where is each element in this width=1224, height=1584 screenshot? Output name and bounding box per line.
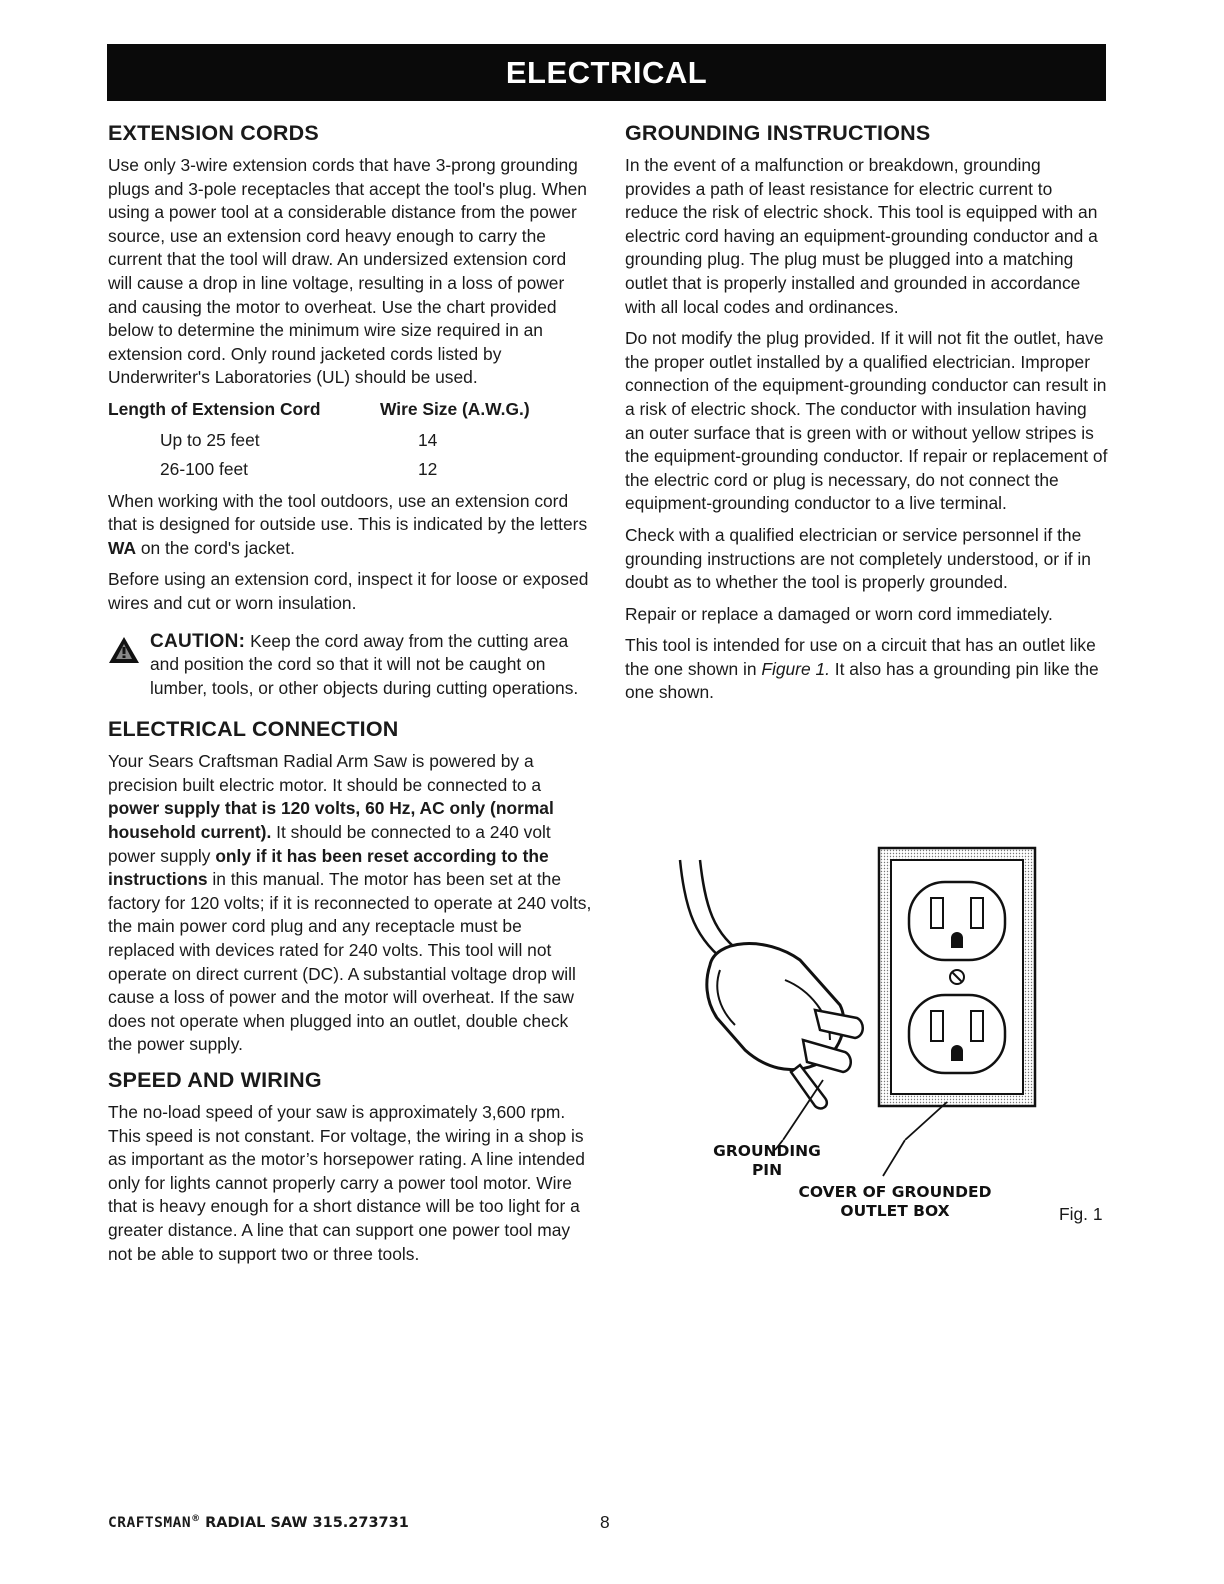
figure-reference: Figure 1.: [761, 658, 830, 679]
grounding-paragraph-2: Do not modify the plug provided. If it will not fit the outlet, have the proper outlet installed by a qualified electrician. Improper connection of the equipment-grounding conductor can result in a risk of electric shock. The conductor with insulation having an outer surface that is green with or without yellow stripes is the equipment-grounding conductor. If repair or replacement of the electric cord or plug is necessary, do not connect the equipment-grounding conductor to a live terminal.: [625, 328, 1108, 514]
conn-text-3: in this manual. The motor has been set at the factory for 120 volts; if it is reconnected to operate at 240 volts, the main power cord plug and any receptacle must be replaced with devices rated for 240 volts. This tool will not operate on direct current (DC). A substantial voltage drop will cause a loss of power and the motor will overheat. If the saw does not operate when plugged into an outlet, double check the power supply.: [108, 869, 592, 1055]
warning-triangle-icon: [108, 630, 150, 701]
grounding-paragraph-3: Check with a qualified electrician or service personnel if the grounding instructions are not completely understood, or if in doubt as to whether the tool is properly grounded.: [625, 524, 1091, 593]
inspect-paragraph: Before using an extension cord, inspect it for loose or exposed wires and cut or worn insulation.: [108, 569, 589, 613]
model-text: RADIAL SAW 315.273731: [200, 1514, 409, 1531]
section-title: ELECTRICAL: [505, 55, 708, 90]
electrical-connection-paragraph: [108, 750, 593, 1057]
conn-text-1: Your Sears Craftsman Radial Arm Saw is powered by a precision built electric motor. It should be connected to a: [108, 751, 542, 795]
row-size: 12: [418, 458, 438, 479]
outdoor-paragraph: [108, 490, 593, 561]
p5-text-1: This tool is intended for use on a circuit that has an outlet like the one shown in: [625, 635, 1096, 679]
label-line: COVER OF GROUNDED: [798, 1183, 992, 1201]
caution-label: CAUTION:: [150, 630, 246, 652]
row-length: 26-100 feet: [160, 458, 248, 479]
left-column: [108, 118, 593, 1274]
conn-bold-1: power supply that is 120 volts, 60 Hz, AC only (normal household current).: [108, 798, 554, 843]
row-length: Up to 25 feet: [160, 429, 260, 450]
table-header: [108, 398, 593, 422]
plug-outlet-illustration: [625, 840, 1115, 1140]
outdoor-text-2: on the cord's jacket.: [136, 537, 295, 558]
caution-text: [150, 630, 593, 701]
outdoor-text-1: When working with the tool outdoors, use an extension cord that is designed for outside use. This is indicated by the letters: [108, 490, 588, 535]
row-size: 14: [418, 429, 438, 450]
outlet-box-label: [775, 1183, 1015, 1221]
grounding-pin-label: [687, 1142, 847, 1180]
cord-outline: [700, 860, 745, 955]
grounding-heading: GROUNDING INSTRUCTIONS: [625, 121, 931, 145]
electrical-connection-heading: ELECTRICAL CONNECTION: [108, 717, 399, 742]
table-row: [108, 426, 593, 455]
receptacle: [909, 995, 1005, 1073]
col-length-header: Length of Extension Cord: [108, 398, 321, 419]
speed-wiring-paragraph: The no-load speed of your saw is approximately 3,600 rpm. This speed is not constant. For voltage, the wiring in a shop is as important as the motor’s horsepower rating. A line intended only for lights cannot properly carry a power tool motor. Wire that is heavy enough for a short distance will be too light for a greater distance. A line that can support one power tool may not be able to support two or three tools.: [108, 1102, 585, 1264]
grounding-paragraph-1: In the event of a malfunction or breakdown, grounding provides a path of least resistance for electric current to reduce the risk of electric shock. This tool is equipped with an electric cord having an equipment-grounding conductor and a grounding plug. The plug must be plugged into a matching outlet that is properly installed and grounded in accordance with all local codes and ordinances.: [625, 155, 1098, 317]
page-number: 8: [600, 1512, 610, 1532]
wire-size-table: [108, 398, 593, 484]
table-row: [108, 455, 593, 484]
conn-bold-2: only if it has been reset according to the instructions: [108, 845, 549, 890]
p5-text-2: It also has a grounding pin like the one shown.: [625, 658, 1099, 703]
receptacle: [909, 882, 1005, 960]
grounding-paragraph-5: [625, 634, 1110, 705]
registered-mark: ®: [191, 1514, 201, 1524]
outdoor-wa: WA: [108, 537, 137, 558]
conn-text-2: It should be connected to a 240 volt power supply: [108, 822, 551, 866]
label-line: GROUNDING: [713, 1142, 821, 1160]
col-size-header: Wire Size (A.W.G.): [380, 398, 530, 419]
section-banner: [107, 44, 1106, 101]
speed-wiring-heading: SPEED AND WIRING: [108, 1068, 322, 1092]
craftsman-logo: CRAFTSMAN: [108, 1514, 192, 1531]
figure-number: Fig. 1: [1059, 1204, 1103, 1224]
footer: [108, 1514, 409, 1531]
figure-1: [625, 840, 1115, 1240]
label-line: PIN: [751, 1161, 783, 1179]
caution-body: Keep the cord away from the cutting area and position the cord so that it will not be caught on lumber, tools, or other objects during cutting operations.: [150, 630, 579, 698]
grounding-paragraph-4: Repair or replace a damaged or worn cord immediately.: [625, 603, 1053, 624]
caution-block: [108, 630, 593, 701]
right-column: [625, 118, 1110, 713]
extension-cords-paragraph: Use only 3-wire extension cords that have 3-prong grounding plugs and 3-pole receptacles that accept the tool's plug. When using a power tool at a considerable distance from the power source, use an extension cord heavy enough to carry the current that the tool will draw. An undersized extension cord will cause a drop in line voltage, resulting in a loss of power and causing the motor to overheat. Use the chart provided below to determine the minimum wire size required in an extension cord. Only round jacketed cords listed by Underwriter's Laboratories (UL) should be used.: [108, 155, 587, 388]
label-line: OUTLET BOX: [840, 1202, 950, 1220]
extension-cords-heading: EXTENSION CORDS: [108, 121, 319, 145]
